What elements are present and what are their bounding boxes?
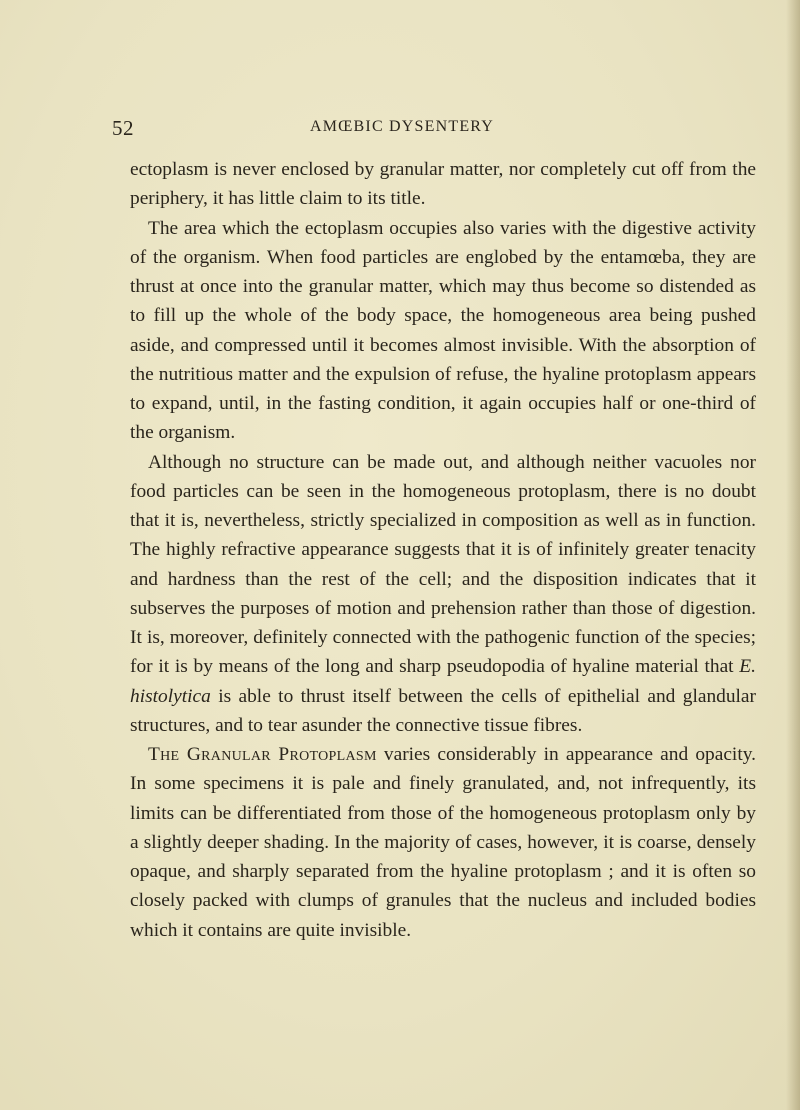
- paragraph-4: [130, 740, 756, 945]
- paragraph-3-text-b: is able to thrust itself between the cells of epithelial and glandular structures, and to tear asunder the connective tissue fibres.: [130, 685, 756, 736]
- species-name: E. histolytica: [130, 656, 756, 707]
- page-number: 52: [112, 116, 134, 140]
- paragraph-1: ectoplasm is never enclosed by granular matter, nor completely cut off from the periphery, it has little claim to its title.: [130, 159, 756, 210]
- page-edge-shadow: [786, 0, 800, 1110]
- paragraph-2: The area which the ectoplasm occupies also varies with the digestive activity of the organism. When food particles are englobed by the entamœba, they are thrust at once into the granular matter, which may thus become so distended as to fill up the whole of the body space, the homogeneous area being pushed aside, and compressed until it becomes almost invisible. With the absorption of the nutritious matter and the expulsion of refuse, the hyaline protoplasm appears to expand, until, in the fasting condition, it again occupies half or one-third of the organism.: [130, 217, 756, 444]
- section-heading: The Granular Protoplasm: [148, 744, 377, 765]
- running-head: AMŒBIC DYSENTERY: [309, 118, 495, 135]
- paragraph-3-text-a: Although no structure can be made out, and although neither vacuoles nor food particles can be seen in the homogeneous protoplasm, there is no doubt that it is, nevertheless, strictly specialized in composition as well as in function. The highly refractive appearance suggests that it is of infinitely greater tenacity and hardness than the rest of the cell; and the disposition indicates that it subserves the purposes of motion and prehension rather than those of digestion. It is, moreover, definitely connected with the pathogenic function of the species; for it is by means of the long and sharp pseudopodia of hyaline material that: [130, 451, 756, 678]
- paragraph-3: [130, 448, 756, 741]
- paragraph-4-text: varies considerably in appearance and opacity. In some specimens it is pale and finely granulated, and, not infrequently, its limits can be differentiated from those of the homogeneous protoplasm only by a slightly deeper shading. In the majority of cases, however, it is coarse, densely opaque, and sharply separated from the hyaline protoplasm ; and it is often so closely packed with clumps of granules that the nucleus and included bodies which it contains are quite invisible.: [130, 744, 756, 941]
- page-header: [112, 116, 692, 140]
- body-text: [130, 155, 756, 945]
